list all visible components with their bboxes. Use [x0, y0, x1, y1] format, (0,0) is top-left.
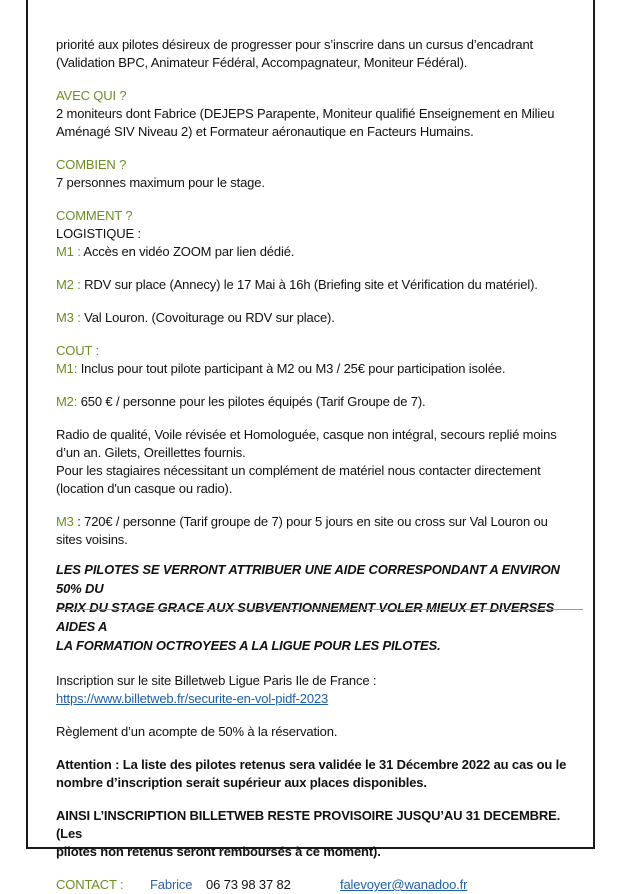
- document-body: [56, 36, 586, 894]
- contact-email-link[interactable]: falevoyer@wanadoo.fr: [340, 877, 468, 892]
- intro-line-2: (Validation BPC, Animateur Fédéral, Accompagnateur, Moniteur Fédéral).: [56, 55, 468, 70]
- equipment-line-1: Radio de qualité, Voile révisée et Homologuée, casque non intégral, secours replié moins: [56, 427, 557, 442]
- acompte-line: Règlement d’un acompte de 50% à la réservation.: [56, 724, 338, 739]
- provisoire-line-2: pilotes non retenus seront remboursés à ce moment).: [56, 844, 381, 859]
- equipment-line-2: d’un an. Gilets, Oreillettes fournis.: [56, 445, 246, 460]
- provisoire-line-1: AINSI L’INSCRIPTION BILLETWEB RESTE PROVISOIRE JUSQU’AU 31 DECEMBRE. (Les: [56, 808, 561, 841]
- attention-line-1: Attention : La liste des pilotes retenus sera validée le 31 Décembre 2022 au cas ou le: [56, 757, 567, 772]
- cout-m3: [56, 513, 586, 531]
- m2-label: M2 :: [56, 277, 81, 292]
- cout-m2: [56, 393, 586, 411]
- avec-qui-line-1: 2 moniteurs dont Fabrice (DEJEPS Parapente, Moniteur qualifié Enseignement en Milieu: [56, 106, 555, 121]
- cout-m2-label: M2:: [56, 394, 78, 409]
- m3-text: Val Louron. (Covoiturage ou RDV sur place).: [80, 310, 335, 325]
- m2-text: RDV sur place (Annecy) le 17 Mai à 16h (Briefing site et Vérification du matériel).: [80, 277, 538, 292]
- combien-heading: COMBIEN ?: [56, 157, 127, 172]
- comment-heading: COMMENT ?: [56, 208, 133, 223]
- inscription-line: Inscription sur le site Billetweb Ligue Paris Ile de France :: [56, 673, 377, 688]
- aide-line-2: PRIX DU STAGE GRACE AUX SUBVENTIONNEMENT VOLER MIEUX ET DIVERSES AIDES A: [56, 600, 555, 634]
- contact-label: CONTACT :: [56, 877, 124, 892]
- m3-label: M3 :: [56, 310, 81, 325]
- m1-label: M1 :: [56, 244, 81, 259]
- equipment-line-4: (location d'un casque ou radio).: [56, 481, 233, 496]
- equipment-line-3: Pour les stagiaires nécessitant un complément de matériel nous contacter directement: [56, 463, 541, 478]
- logistique-m3: [56, 309, 586, 327]
- cout-m3-label: M3: [56, 514, 74, 529]
- aide-line-1: LES PILOTES SE VERRONT ATTRIBUER UNE AIDE CORRESPONDANT A ENVIRON 50% DU: [56, 562, 560, 596]
- intro-line-1: priorité aux pilotes désireux de progresser pour s’inscrire dans un cursus d’encadrant: [56, 37, 534, 52]
- avec-qui-heading: AVEC QUI ?: [56, 88, 127, 103]
- aide-line-3: LA FORMATION OCTROYEES A LA LIGUE POUR LES PILOTES.: [56, 638, 441, 653]
- cout-m3-text: : 720€ / personne (Tarif groupe de 7) pour 5 jours en site ou cross sur Val Louron ou: [73, 514, 548, 529]
- m1-text: Accès en vidéo ZOOM par lien dédié.: [80, 244, 295, 259]
- cout-m1: [56, 360, 586, 378]
- contact-row: [56, 876, 586, 894]
- section-divider: [56, 609, 583, 610]
- contact-phone: 06 73 98 37 82: [206, 877, 291, 892]
- combien-line-1: 7 personnes maximum pour le stage.: [56, 175, 265, 190]
- billetweb-link[interactable]: https://www.billetweb.fr/securite-en-vol-pidf-2023: [56, 691, 329, 706]
- contact-name: Fabrice: [150, 877, 193, 892]
- attention-line-2: nombre d’inscription serait supérieur aux places disponibles.: [56, 775, 427, 790]
- logistique-m1: [56, 243, 586, 261]
- logistique-m2: [56, 276, 586, 294]
- cout-m1-label: M1:: [56, 361, 78, 376]
- cout-m2-text: 650 € / personne pour les pilotes équipés (Tarif Groupe de 7).: [77, 394, 426, 409]
- cout-heading: COUT :: [56, 343, 99, 358]
- cout-m3-line-2: sites voisins.: [56, 532, 128, 547]
- cout-m1-text: Inclus pour tout pilote participant à M2 ou M3 / 25€ pour participation isolée.: [77, 361, 506, 376]
- avec-qui-line-2: Aménagé SIV Niveau 2) et Formateur aéronautique en Facteurs Humains.: [56, 124, 474, 139]
- logistique-label: LOGISTIQUE :: [56, 226, 141, 241]
